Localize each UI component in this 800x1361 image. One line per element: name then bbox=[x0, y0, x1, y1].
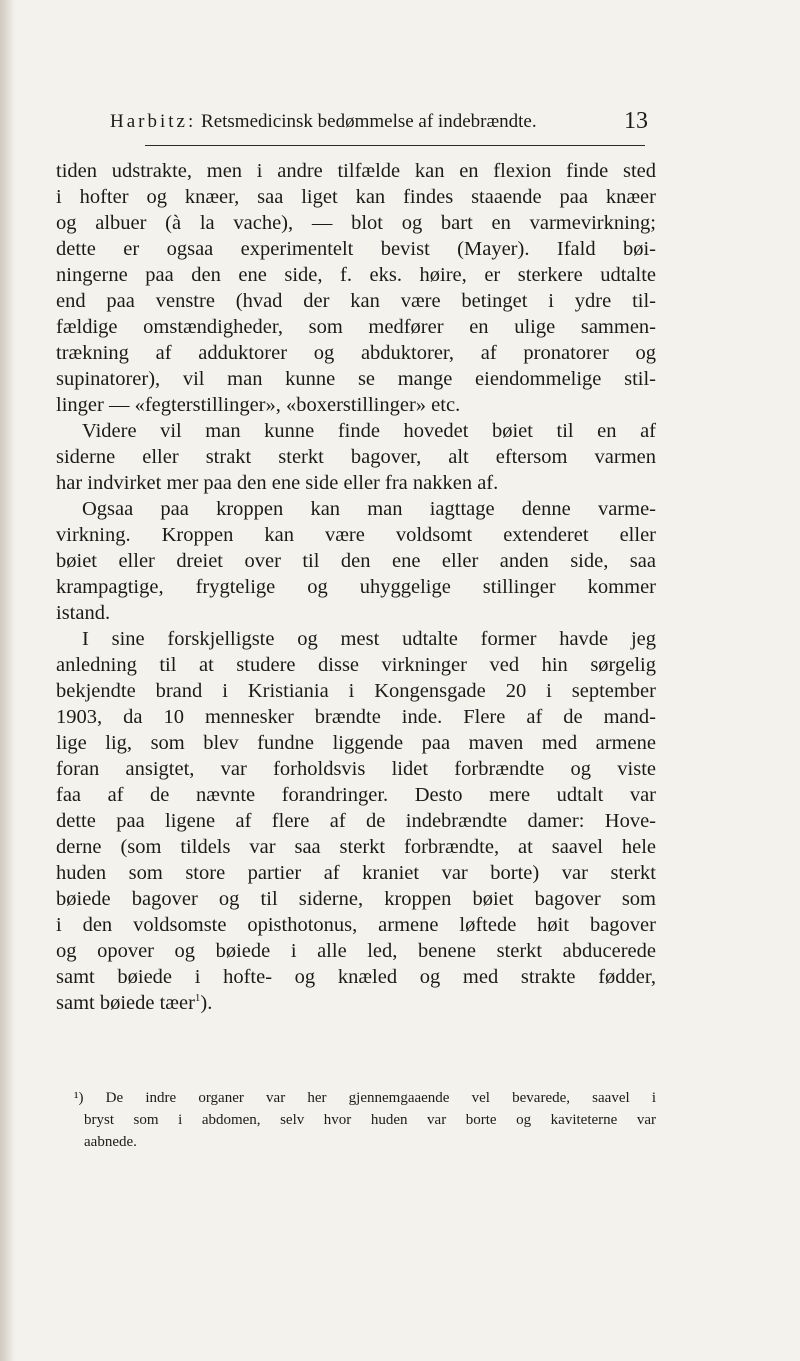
text-line: trækning af adduktorer og abduktorer, af pronatorer og bbox=[56, 342, 656, 364]
text-line: krampagtige, frygtelige og uhyggelige stillinger kommer bbox=[56, 576, 656, 598]
text-line: fældige omstændigheder, som medfører en ulige sammen- bbox=[56, 316, 656, 338]
text-line: bøiet eller dreiet over til den ene eller anden side, saa bbox=[56, 550, 656, 572]
text-line: har indvirket mer paa den ene side eller fra nakken af. bbox=[56, 472, 499, 494]
text-line: ningerne paa den ene side, f. eks. høire, er sterkere udtalte bbox=[56, 264, 656, 286]
header-rule bbox=[145, 145, 645, 146]
text-line: dette paa ligene af flere af de indebrændte damer: Hove- bbox=[56, 810, 656, 832]
text-line: supinatorer), vil man kunne se mange eiendommelige stil- bbox=[56, 368, 656, 390]
text-line: derne (som tildels var saa sterkt forbrændte, at saavel hele bbox=[56, 836, 656, 858]
text-line: samt bøiede i hofte- og knæled og med strakte fødder, bbox=[56, 966, 656, 988]
text-line: siderne eller strakt sterkt bagover, alt eftersom varmen bbox=[56, 446, 656, 468]
paragraph-start-line: Ogsaa paa kroppen kan man iagttage denne varme- bbox=[82, 498, 656, 520]
text-line: og opover og bøiede i alle led, benene sterkt abducerede bbox=[56, 940, 656, 962]
text-line: tiden udstrakte, men i andre tilfælde kan en flexion finde sted bbox=[56, 160, 656, 182]
footnote-reference[interactable]: 1 bbox=[194, 992, 201, 1005]
text-line: og albuer (à la vache), — blot og bart en varmevirkning; bbox=[56, 212, 656, 234]
text-line: anledning til at studere disse virkninger ved hin sørgelig bbox=[56, 654, 656, 676]
footnote-line bbox=[56, 1087, 656, 1109]
text-line: bekjendte brand i Kristiania i Kongensgade 20 i september bbox=[56, 680, 656, 702]
binding-shadow bbox=[0, 0, 14, 1361]
footnote-line: bryst som i abdomen, selv hvor huden var borte og kaviteterne var bbox=[84, 1112, 656, 1128]
body-text bbox=[56, 158, 656, 1016]
footnote-line: aabnede. bbox=[84, 1134, 137, 1150]
text-line: bøiede bagover og til siderne, kroppen bøiet bagover som bbox=[56, 888, 656, 910]
text-line: i hofter og knæer, saa liget kan findes staaende paa knæer bbox=[56, 186, 656, 208]
footnote bbox=[56, 1087, 656, 1153]
text-line: foran ansigtet, var forholdsvis lidet forbrændte og viste bbox=[56, 758, 656, 780]
final-line-close: ). bbox=[200, 992, 213, 1014]
final-line-text: samt bøiede tæer bbox=[56, 992, 195, 1014]
text-line: istand. bbox=[56, 602, 111, 624]
text-line: 1903, da 10 mennesker brændte inde. Flere af de mand- bbox=[56, 706, 656, 728]
paragraph-start-line: Videre vil man kunne finde hovedet bøiet til en af bbox=[82, 420, 656, 442]
text-line: i den voldsomste opisthotonus, armene løftede høit bagover bbox=[56, 914, 656, 936]
running-head bbox=[110, 110, 630, 134]
text-line: faa af de nævnte forandringer. Desto mere udtalt var bbox=[56, 784, 656, 806]
text-line: linger — «fegterstillinger», «boxerstillinger» etc. bbox=[56, 394, 461, 416]
text-line: dette er ogsaa experimentelt bevist (Mayer). Ifald bøi- bbox=[56, 238, 656, 260]
text-line-final bbox=[56, 990, 656, 1016]
paragraph-start-line: I sine forskjelligste og mest udtalte former havde jeg bbox=[82, 628, 656, 650]
text-line: huden som store partier af kraniet var borte) var sterkt bbox=[56, 862, 656, 884]
text-line: end paa venstre (hvad der kan være betinget i ydre til- bbox=[56, 290, 656, 312]
running-head-title: Retsmedicinsk bedømmelse af indebrændte. bbox=[201, 111, 537, 132]
text-line: virkning. Kroppen kan være voldsomt extenderet eller bbox=[56, 524, 656, 546]
page-number: 13 bbox=[624, 108, 648, 134]
footnote-marker: ¹) bbox=[74, 1090, 84, 1106]
running-head-author: Harbitz: bbox=[110, 111, 197, 132]
text-line: lige lig, som blev fundne liggende paa maven med armene bbox=[56, 732, 656, 754]
footnote-text: De indre organer var her gjennemgaaende vel bevarede, saavel i bbox=[105, 1090, 656, 1106]
